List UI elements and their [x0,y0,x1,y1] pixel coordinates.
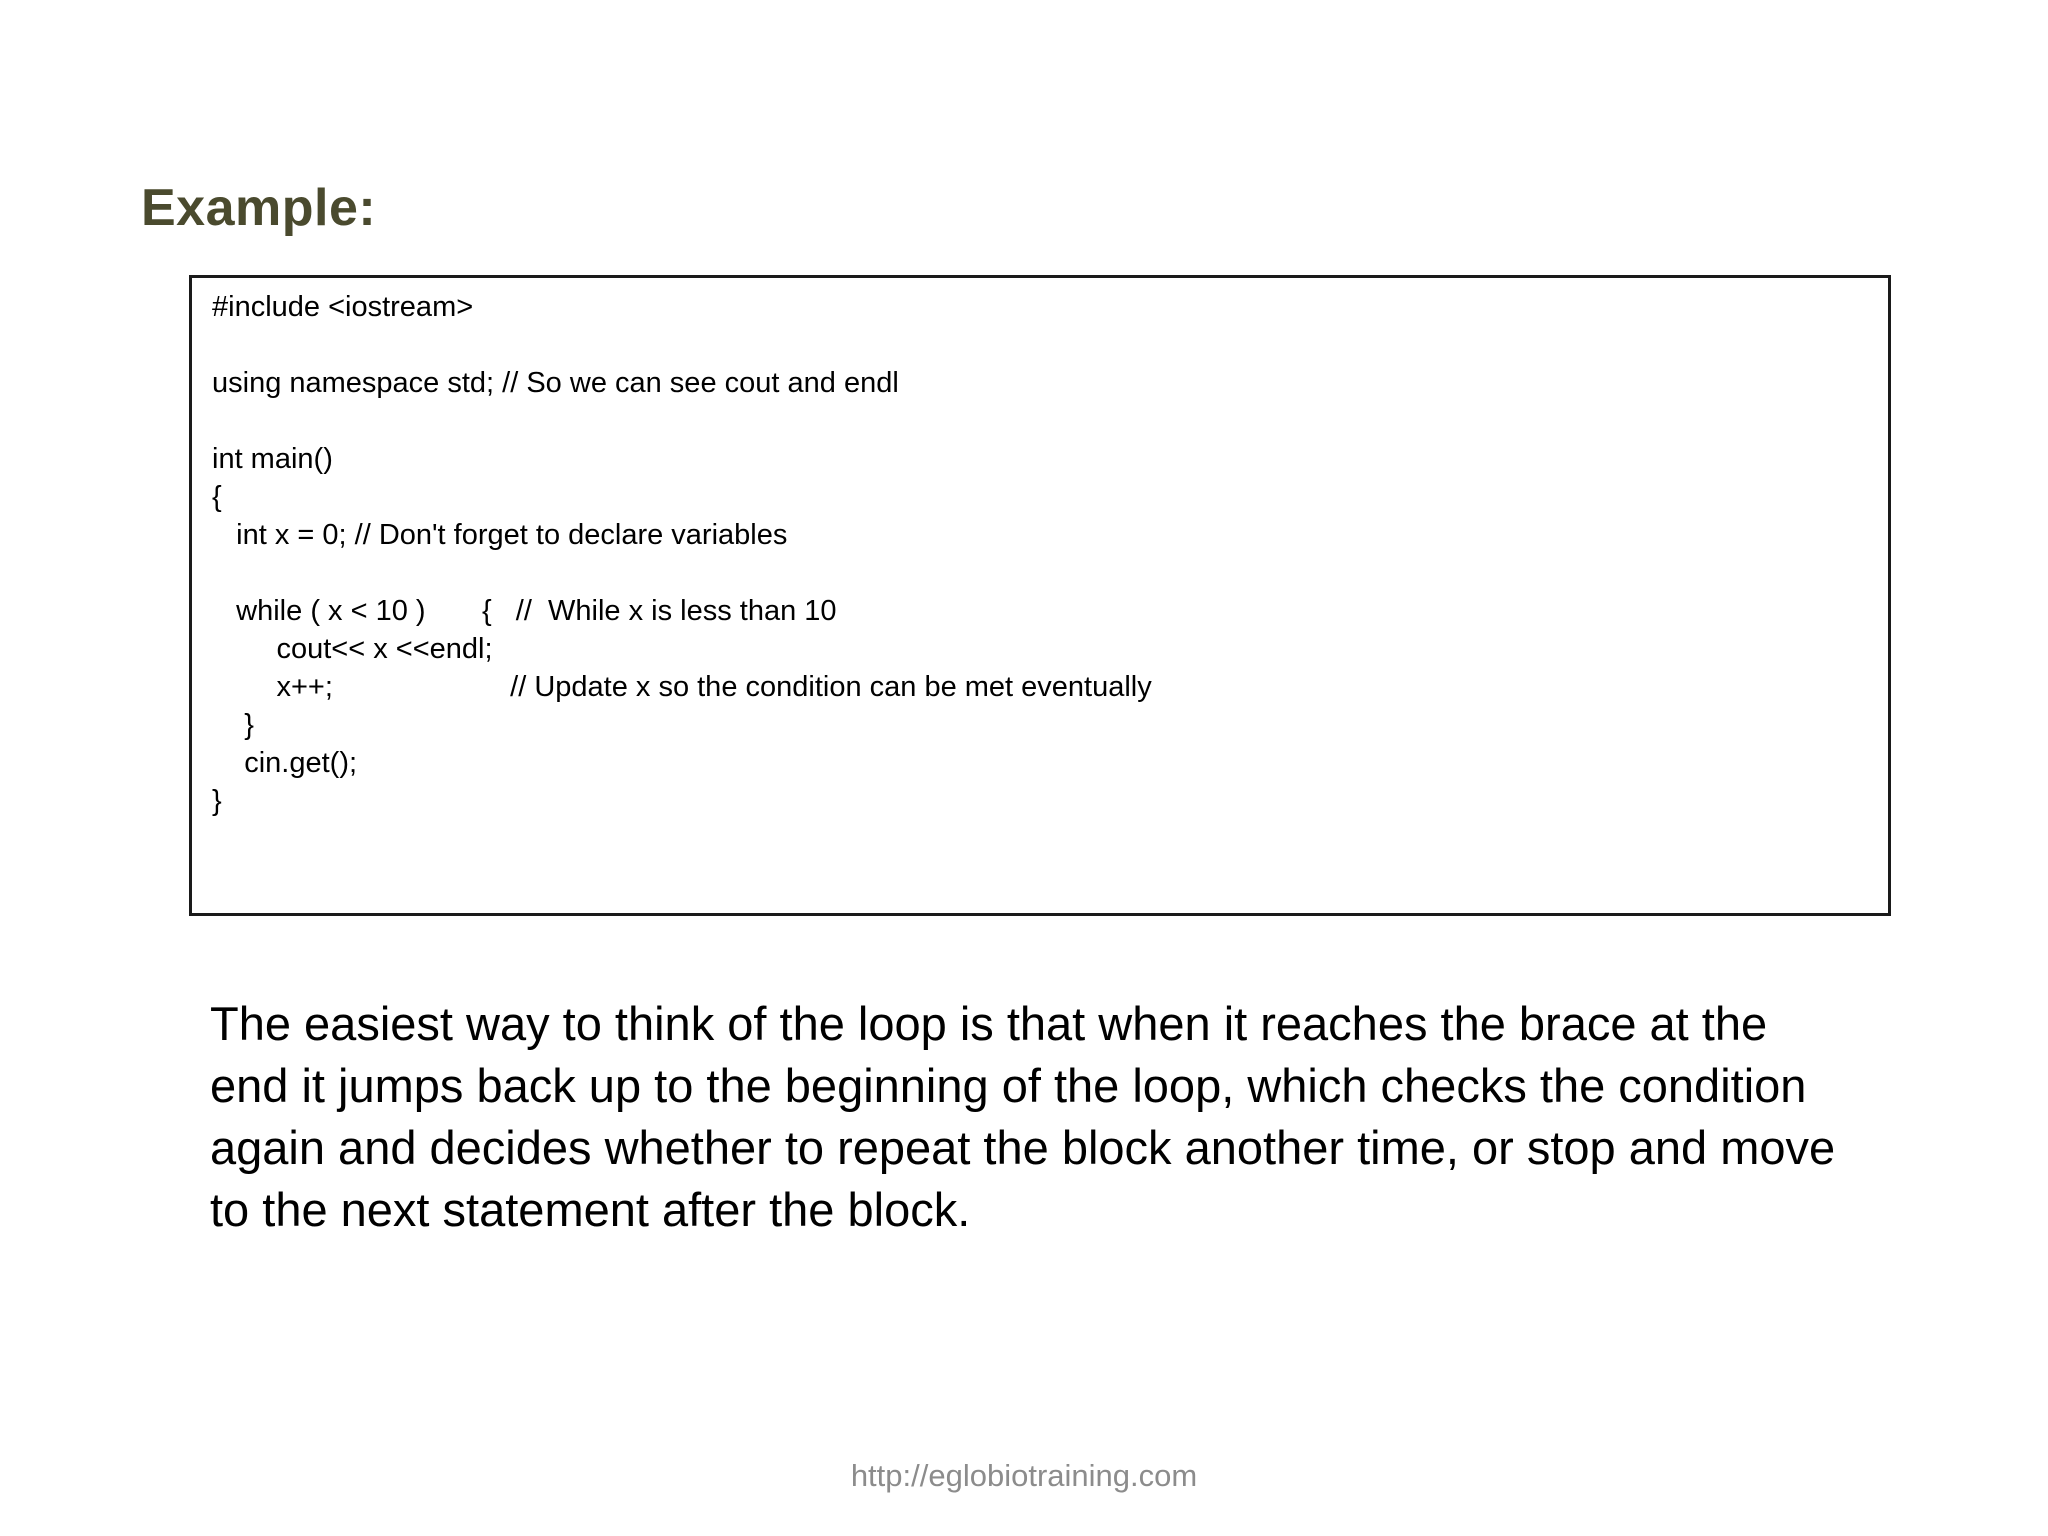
code-line-increment: x++; // Update x so the condition can be met eventually [212,671,1152,703]
footer-url: http://eglobiotraining.com [850,1458,1198,1493]
code-line-main: int main() [212,443,333,475]
code-line-cout: cout<< x <<endl; [212,633,493,665]
code-line-declare: int x = 0; // Don't forget to declare variables [212,519,788,551]
code-line-include: #include <iostream> [212,291,474,323]
explanation-line: The easiest way to think of the loop is that when it reaches the brace at the [210,997,1768,1050]
code-line-close-loop: } [212,709,254,741]
explanation-paragraph [210,993,1890,1241]
code-line-while: while ( x < 10 ) { // While x is less than 10 [212,595,837,627]
code-line-cin: cin.get(); [212,747,358,779]
code-block [189,275,1891,916]
code-line-close-brace: } [212,785,222,817]
explanation-line: again and decides whether to repeat the block another time, or stop and move [210,1121,1836,1174]
slide-title: Example: [141,179,377,237]
code-line-namespace: using namespace std; // So we can see cout and endl [212,367,899,399]
explanation-line: end it jumps back up to the beginning of the loop, which checks the condition [210,1059,1807,1112]
code-line-open-brace: { [212,481,222,513]
explanation-line: to the next statement after the block. [210,1183,971,1236]
